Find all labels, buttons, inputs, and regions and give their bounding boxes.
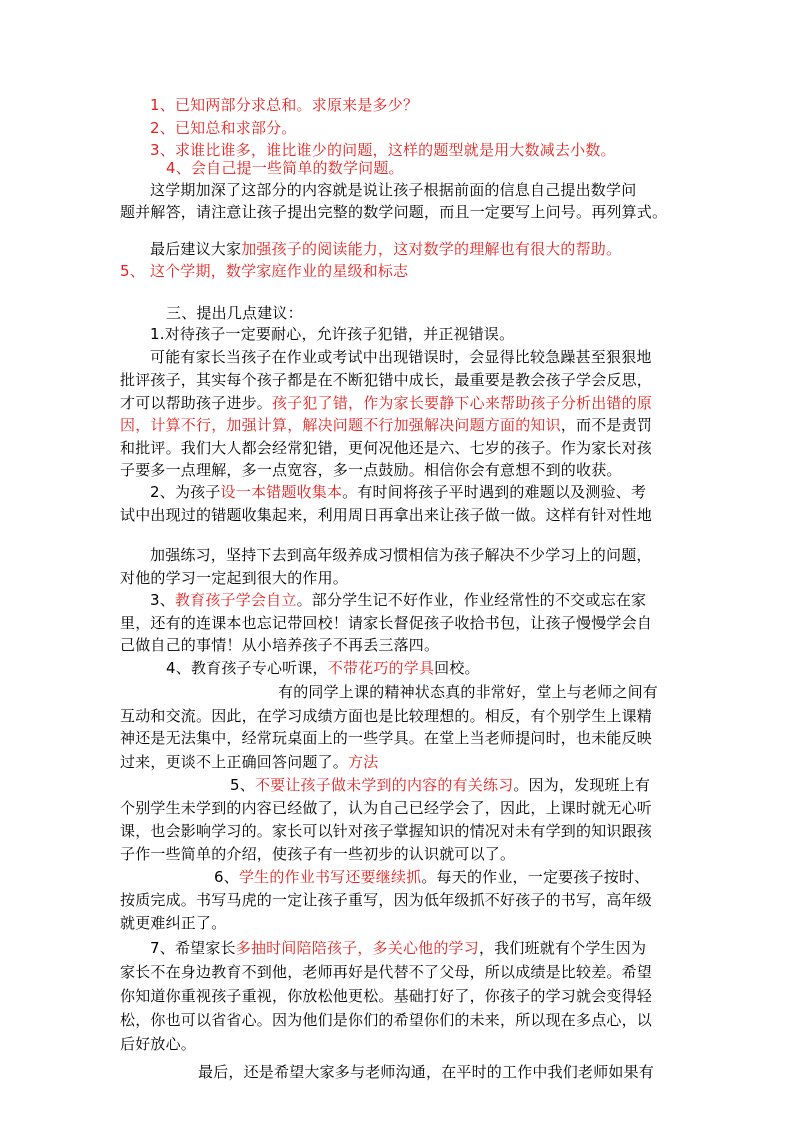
body-text: 题并解答，请注意让孩子提出完整的数学问题，而且一定要写上问号。再列算式。 [120,203,668,221]
highlight-text: 学生的作业书写还要继续抓 [238,868,422,886]
doc-line [214,866,649,888]
body-text: 和批评。我们大人都会经常犯错，更何况他还是六、七岁的孩子。作为家长对孩 [120,439,653,457]
body-text: 才可以帮助孩子进步。 [120,394,273,412]
doc-line [120,567,348,589]
doc-line [120,392,652,414]
highlight-text: 设一本错题收集本 [220,483,343,501]
body-text: 家长不在身边教育不到他，老师再好是代替不了父母，所以成绩是比较差。希望 [120,963,653,981]
body-text: 互动和交流。因此，在学习成绩方面也是比较理想的。相反，有个别学生上课精 [120,707,653,725]
body-text: 按质完成。书写马虎的一定让孩子重写，因为低年级抓不好孩子的书写，高年级 [120,891,653,909]
body-text: 神还是无法集中，经常玩桌面上的一些学具。在堂上当老师提问时，也未能反映 [120,729,653,747]
body-text: 7、希望家长 [150,939,236,957]
body-text: ，我们班就有个学生因为 [478,939,647,957]
body-text: 批评孩子，其实每个孩子都是在不断犯错中成长，最重要是教会孩子学会反思， [120,371,653,389]
doc-line [150,346,652,368]
body-text: 你知道你重视孩子重视，你放松他更松。基础打好了，你孩子的学习就会变得轻 [120,987,653,1005]
body-text: 。有时间将孩子平时遇到的难题以及测验、考 [342,483,647,501]
doc-line [230,774,650,796]
body-text: 松，你也可以省省心。因为他们是你们的希望你们的未来，所以现在多点心，以 [120,1011,653,1029]
highlight-text: 5、 这个学期， [120,262,226,280]
body-text: 试中出现过的错题收集起来，利用周日再拿出来让孩子做一做。这样有针对性地 [120,506,653,524]
doc-line [120,437,652,459]
doc-line [120,727,652,749]
highlight-text: 加强孩子的阅读能力，这对数学的理解也有很大的帮助。 [241,240,622,258]
body-text: 子作一些简单的介绍，使孩子有一些初步的认识就可以了。 [120,845,516,863]
doc-line [120,369,652,391]
body-text: 回校。 [434,659,480,677]
doc-line [150,94,418,116]
body-text: 3、 [150,591,175,609]
body-text: 可能有家长当孩子在作业或考试中出现错误时，会显得比较急躁甚至狠狠地 [150,348,652,366]
body-text: 里，还有的连课本也忘记带回校！请家长督促孩子收拾书包，让孩子慢慢学会自 [120,614,653,632]
highlight-text: 多抽时间陪陪孩子，多关心他的学习 [235,939,479,957]
body-text: 过来，更谈不上正确回答问题了。 [120,753,349,771]
doc-line [198,1061,654,1083]
doc-line [120,260,408,282]
doc-line [150,544,652,566]
doc-line [120,459,622,481]
doc-line [150,937,646,959]
doc-line [120,820,652,842]
doc-line [150,481,646,503]
highlight-text: 教育孩子学会自立 [174,591,297,609]
body-text: 子要多一点理解，多一点宽容，多一点鼓励。相信你会有意想不到的收获。 [120,461,622,479]
body-text: 。部分学生记不好作业，作业经常性的不交或忘在家 [296,591,647,609]
body-text: 2、为孩子 [150,483,221,501]
doc-line [120,843,515,865]
doc-line [150,179,636,201]
body-text: 5、 [230,776,255,794]
highlight-text: 3、求谁比谁多，谁比谁少的问题，这样的题型就是用大数减去小数。 [150,141,616,159]
doc-line [150,117,297,139]
doc-line [120,705,652,727]
body-text: 。每天的作业，一定要孩子按时、 [421,868,650,886]
highlight-text: 4、会自己提一些简单的数学问题。 [166,159,404,177]
doc-line [150,589,646,611]
highlight-text: 方法 [348,753,379,771]
highlight-text: 因，计算不行，加强计算，解决问题不行加强解决问题方面的知识 [120,416,561,434]
doc-line [120,889,652,911]
doc-line [166,657,480,679]
highlight-text: 数学家庭作业的星级和标志 [225,262,409,280]
body-text: 加强练习，坚持下去到高年级养成习惯相信为孩子解决不少学习上的问题， [150,546,652,564]
doc-line [120,797,652,819]
body-text: 己做自己的事情！从小培养孩子不再丢三落四。 [120,636,440,654]
body-text: 三、提出几点建议： [166,304,303,322]
doc-line [166,157,404,179]
doc-line [120,751,378,773]
body-text: 这学期加深了这部分的内容就是说让孩子根据前面的信息自己提出数学问 [150,181,637,199]
body-text: 课，也会影响学习的。家长可以针对孩子掌握知识的情况对未有学到的知识跟孩 [120,822,653,840]
highlight-text: 不带花巧的学具 [327,659,435,677]
doc-line [120,985,652,1007]
doc-line [120,1033,196,1055]
body-text: 。因为，发现班上有 [513,776,651,794]
body-text: 有的同学上课的精神状态真的非常好，堂上与老师之间有 [278,683,659,701]
body-text: 最后，还是希望大家多与老师沟通，在平时的工作中我们老师如果有 [198,1063,655,1081]
body-text: 个别学生未学到的内容已经做了，认为自己已经学会了，因此，上课时就无心听 [120,799,653,817]
body-text: 对他的学习一定起到很大的作用。 [120,569,349,587]
body-text: 4、教育孩子专心听课， [166,659,328,677]
highlight-text: 1、已知两部分求总和。求原来是多少？ [150,96,419,114]
body-text: 就更难纠正了。 [120,914,227,932]
body-text: 后好放心。 [120,1035,197,1053]
doc-line [120,912,226,934]
doc-line [166,302,303,324]
doc-line [150,323,514,345]
highlight-text: 孩子犯了错，作为家长要静下心来帮助孩子分析出错的原 [272,394,653,412]
body-text: 6、 [214,868,239,886]
body-text: 1.对待孩子一定要耐心，允许孩子犯错，并正视错误。 [150,325,515,343]
doc-line [120,612,652,634]
doc-line [120,961,652,983]
highlight-text: 不要让孩子做未学到的内容的有关练习 [254,776,514,794]
doc-line [120,504,652,526]
highlight-text: 2、已知总和求部分。 [150,119,297,137]
doc-line [278,681,658,703]
doc-line [120,201,667,223]
body-text: 最后建议大家 [150,240,242,258]
doc-line [120,414,652,436]
doc-line [120,634,439,656]
body-text: ，而不是责罚 [560,416,653,434]
doc-line [150,238,621,260]
doc-line [120,1009,652,1031]
